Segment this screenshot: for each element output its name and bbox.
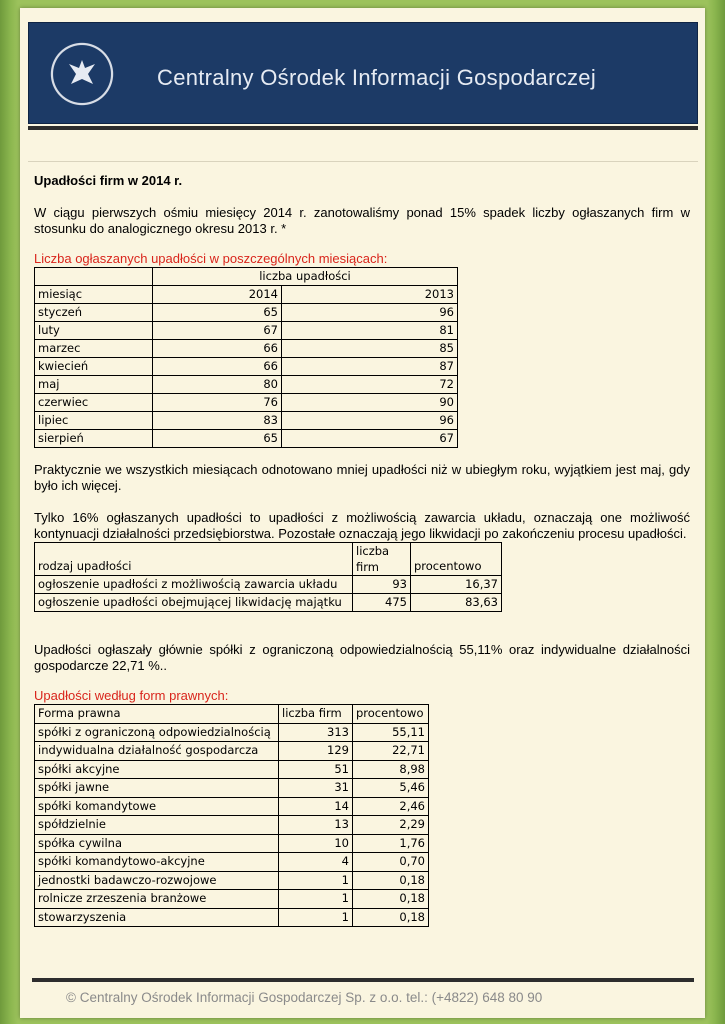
table-cell: lipiec xyxy=(35,412,153,430)
table-cell: 2,46 xyxy=(353,797,429,816)
table-cell: ogłoszenie upadłości obejmującej likwidację majątku xyxy=(35,594,353,612)
table-row xyxy=(35,322,458,340)
table-cell: spółki z ograniczoną odpowiedzialnością xyxy=(35,723,279,742)
table-row xyxy=(35,816,429,835)
table-cell: luty xyxy=(35,322,153,340)
table-row xyxy=(35,412,458,430)
table-cell: spółki jawne xyxy=(35,779,279,798)
table-header: miesiąc xyxy=(35,286,153,304)
header-banner xyxy=(28,22,698,124)
table-row xyxy=(35,394,458,412)
footer-divider xyxy=(32,978,694,982)
table-row xyxy=(35,543,502,576)
paragraph-forms: Upadłości ogłaszały głównie spółki z ograniczoną odpowiedzialnością 55,11% oraz indywidualne działalności gospodarcze 22,71 %.. xyxy=(34,642,690,673)
table-cell: 0,18 xyxy=(353,908,429,927)
table-cell: 0,18 xyxy=(353,890,429,909)
table-cell: sierpień xyxy=(35,430,153,448)
table-cell: 55,11 xyxy=(353,723,429,742)
monthly-table xyxy=(34,267,458,448)
paragraph-months: Praktycznie we wszystkich miesiącach odnotowano mniej upadłości niż w ubiegłym roku, wyjątkiem jest maj, gdy było ich więcej. xyxy=(34,462,690,493)
eagle-icon xyxy=(62,54,102,94)
table-cell: jednostki badawczo-rozwojowe xyxy=(35,871,279,890)
table-cell: rolnicze zrzeszenia branżowe xyxy=(35,890,279,909)
table-cell: 87 xyxy=(282,358,458,376)
table-cell: 129 xyxy=(279,742,353,761)
table-cell: 1 xyxy=(279,890,353,909)
table-cell: 65 xyxy=(153,430,282,448)
table-row xyxy=(35,908,429,927)
table-cell: 67 xyxy=(282,430,458,448)
table-row xyxy=(35,853,429,872)
table-cell: 67 xyxy=(153,322,282,340)
table-header: procentowo xyxy=(353,705,429,724)
table-row xyxy=(35,760,429,779)
table-cell: 14 xyxy=(279,797,353,816)
table-cell: 16,37 xyxy=(411,576,502,594)
page-heading: Upadłości firm w 2014 r. xyxy=(34,173,183,188)
table-cell: marzec xyxy=(35,340,153,358)
table-row xyxy=(35,871,429,890)
table-cell: 90 xyxy=(282,394,458,412)
table-row xyxy=(35,834,429,853)
table-cell: 313 xyxy=(279,723,353,742)
table-cell: 76 xyxy=(153,394,282,412)
table-cell: 81 xyxy=(282,322,458,340)
table-cell: spółki komandytowo-akcyjne xyxy=(35,853,279,872)
table-cell: 1,76 xyxy=(353,834,429,853)
table-row xyxy=(35,890,429,909)
table-cell: 13 xyxy=(279,816,353,835)
table-cell: 10 xyxy=(279,834,353,853)
table-header: Forma prawna xyxy=(35,705,279,724)
content xyxy=(34,171,690,927)
table-cell: 1 xyxy=(279,908,353,927)
forms-table xyxy=(34,704,429,927)
table-cell: 5,46 xyxy=(353,779,429,798)
table-cell: 31 xyxy=(279,779,353,798)
table-cell: spółki akcyjne xyxy=(35,760,279,779)
table-cell: 51 xyxy=(279,760,353,779)
table-cell: spółki komandytowe xyxy=(35,797,279,816)
intro-paragraph: W ciągu pierwszych ośmiu miesięcy 2014 r. zanotowaliśmy ponad 15% spadek liczby ogłaszanych firm w stosunku do analogicznego okresu 2013 r. * xyxy=(34,205,690,236)
table-row xyxy=(35,723,429,742)
table-cell: 80 xyxy=(153,376,282,394)
table-header: liczba firm xyxy=(279,705,353,724)
table-cell: styczeń xyxy=(35,304,153,322)
table-cell: 83 xyxy=(153,412,282,430)
types-table xyxy=(34,542,502,612)
table-header: rodzaj upadłości xyxy=(35,543,353,576)
table-row xyxy=(35,358,458,376)
table-cell: 96 xyxy=(282,304,458,322)
table-header xyxy=(353,543,411,576)
thin-divider xyxy=(28,161,698,162)
table-cell: spółka cywilna xyxy=(35,834,279,853)
forms-caption: Upadłości według form prawnych: xyxy=(34,688,229,703)
table-cell: czerwiec xyxy=(35,394,153,412)
table-cell: 93 xyxy=(353,576,411,594)
table-cell: 65 xyxy=(153,304,282,322)
table-cell: 83,63 xyxy=(411,594,502,612)
table-cell: 66 xyxy=(153,358,282,376)
table-row xyxy=(35,742,429,761)
monthly-caption: Liczba ogłaszanych upadłości w poszczególnych miesiącach: xyxy=(34,251,388,266)
table-cell: 66 xyxy=(153,340,282,358)
header-divider xyxy=(28,126,698,130)
table-cell: 96 xyxy=(282,412,458,430)
table-cell: 2,29 xyxy=(353,816,429,835)
eagle-seal-icon xyxy=(43,35,121,113)
table-row xyxy=(35,340,458,358)
table-cell: 0,70 xyxy=(353,853,429,872)
header-count-line1: liczba xyxy=(356,544,390,558)
table-row xyxy=(35,779,429,798)
table-header: liczba upadłości xyxy=(153,268,458,286)
table-header: 2014 xyxy=(153,286,282,304)
table-row xyxy=(35,576,502,594)
footer-text: © Centralny Ośrodek Informacji Gospodarczej Sp. z o.o. tel.: (+4822) 648 80 90 xyxy=(66,990,543,1005)
table-row xyxy=(35,594,502,612)
table-row xyxy=(35,705,429,724)
table-cell: 475 xyxy=(353,594,411,612)
document-page xyxy=(20,8,705,1018)
table-cell: spółdzielnie xyxy=(35,816,279,835)
table-header: procentowo xyxy=(411,543,502,576)
header-title: Centralny Ośrodek Informacji Gospodarczej xyxy=(157,65,597,90)
table-cell: ogłoszenie upadłości z możliwością zawarcia układu xyxy=(35,576,353,594)
paragraph-types: Tylko 16% ogłaszanych upadłości to upadłości z możliwością zawarcia układu, oznaczają one możliwość kontynuacji działalności przedsiębiorstwa. Pozostałe oznaczają jego likwidacji po zakończeniu procesu upadłości. xyxy=(34,510,690,541)
table-row xyxy=(35,797,429,816)
table-cell xyxy=(35,268,153,286)
table-cell: 0,18 xyxy=(353,871,429,890)
table-cell: 72 xyxy=(282,376,458,394)
table-cell: stowarzyszenia xyxy=(35,908,279,927)
table-cell: maj xyxy=(35,376,153,394)
table-cell: indywidualna działalność gospodarcza xyxy=(35,742,279,761)
table-cell: 22,71 xyxy=(353,742,429,761)
table-cell: 85 xyxy=(282,340,458,358)
table-row xyxy=(35,304,458,322)
table-header: 2013 xyxy=(282,286,458,304)
table-row xyxy=(35,286,458,304)
table-row xyxy=(35,376,458,394)
table-row xyxy=(35,268,458,286)
table-cell: 4 xyxy=(279,853,353,872)
table-row xyxy=(35,430,458,448)
header-count-line2: firm xyxy=(356,560,379,574)
table-cell: kwiecień xyxy=(35,358,153,376)
table-cell: 1 xyxy=(279,871,353,890)
table-cell: 8,98 xyxy=(353,760,429,779)
